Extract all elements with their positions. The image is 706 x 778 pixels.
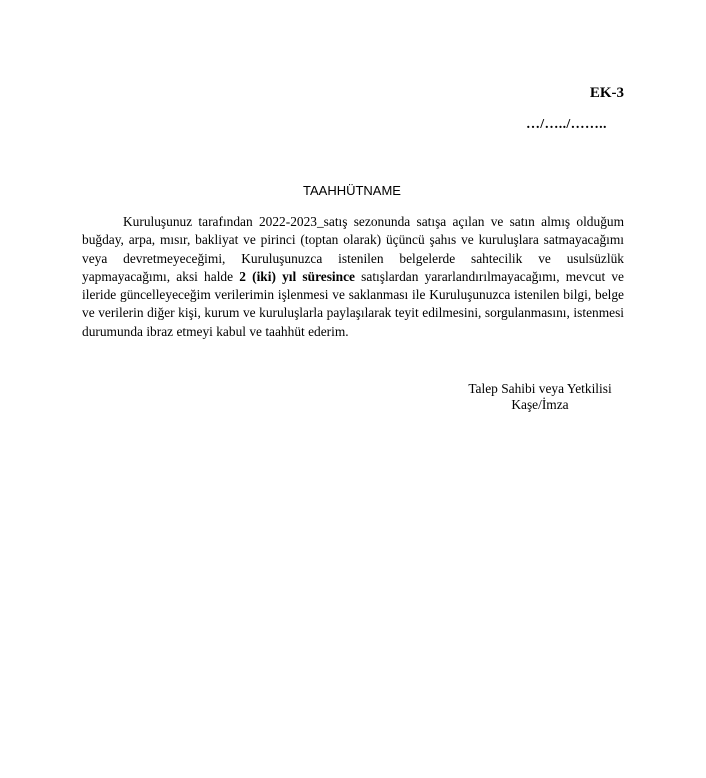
signature-title: Talep Sahibi veya Yetkilisi: [468, 381, 612, 396]
commitment-paragraph: [82, 213, 624, 341]
document-title-text: TAAHHÜTNAME: [303, 183, 401, 198]
paragraph-bold-duration: 2 (iki) yıl süresince: [239, 268, 355, 284]
paragraph-text-part1: Kuruluşunuz tarafından 2022-2023_satış sezonunda satışa açılan ve satın almış olduğum buğday, arpa, mısır, bakliyat ve pirinci (toptan olarak) üçüncü şahıs ve kuruluşlara satmayacağımı veya devretmeyeceğimi, Kuruluşunuzca istenilen belgelerde sahtecilik ve usulsüzlük yapmayacağımı, aksi halde: [82, 214, 624, 284]
signature-block: [455, 381, 625, 413]
date-placeholder: …/…../……..: [526, 117, 607, 132]
annex-label: EK-3: [589, 85, 624, 101]
paragraph-text-part2: satışlardan yararlandırılmayacağımı, mevcut ve ileride güncelleyeceğim verilerimin işlenmesi ve saklanması ile Kuruluşunuzca istenilen bilgi, belge ve verilerin diğer kişi, kurum ve kuruluşlarla paylaşılarak teyit edilmesini, sorgulanmasını, istenmesi durumunda ibraz etmeyi kabul ve taahhüt ederim.: [82, 268, 625, 339]
stamp-signature-label: Kaşe/İmza: [511, 397, 569, 412]
document-title: [0, 183, 706, 198]
